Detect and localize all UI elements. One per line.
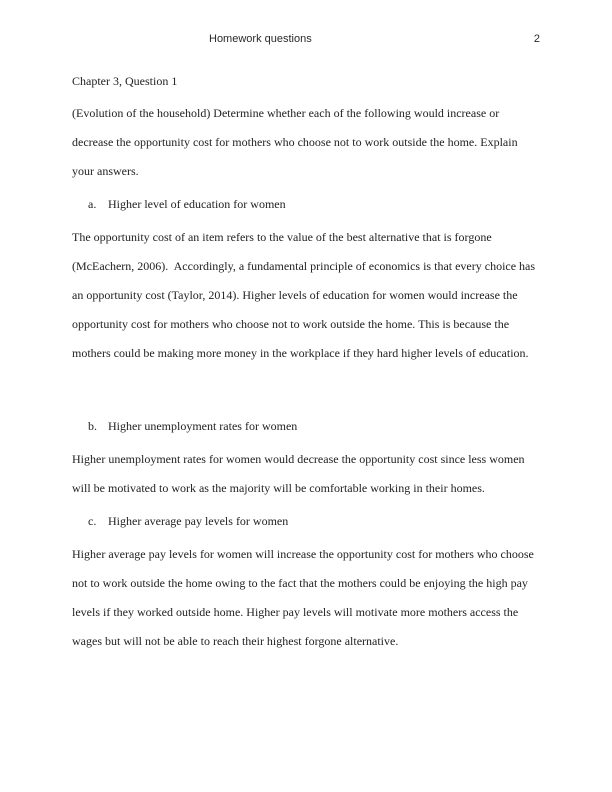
text-line: decrease the opportunity cost for mothers who choose not to work outside the home. Explain xyxy=(72,135,518,149)
answer-b xyxy=(72,445,540,503)
list-marker: b. xyxy=(88,419,97,433)
text-line: (Evolution of the household) Determine whether each of the following would increase or xyxy=(72,106,500,120)
content-blocks xyxy=(72,99,540,656)
list-marker: c. xyxy=(88,514,97,528)
list-item-a xyxy=(72,190,540,219)
list-item-text: Higher unemployment rates for women xyxy=(108,419,298,433)
text-line: wages but will not be able to reach their highest forgone alternative. xyxy=(72,634,399,648)
text-line: The opportunity cost of an item refers to the value of the best alternative that is forgone xyxy=(72,230,492,244)
page-header xyxy=(72,33,540,49)
text-line: levels if they worked outside home. Higher pay levels will motivate more mothers access the xyxy=(72,605,519,619)
text-line: opportunity cost for mothers who choose not to work outside the home. This is because the xyxy=(72,317,510,331)
text-line: mothers could be making more money in the workplace if they hard higher levels of education. xyxy=(72,346,529,360)
text-line: (McEachern, 2006). Accordingly, a fundamental principle of economics is that every choice has xyxy=(72,259,536,273)
page-number: 2 xyxy=(533,33,540,45)
paragraph-spacer xyxy=(72,368,540,408)
list-item-text: Higher level of education for women xyxy=(108,197,286,211)
answer-a xyxy=(72,223,540,368)
list-marker: a. xyxy=(88,197,97,211)
text-line: Higher average pay levels for women will increase the opportunity cost for mothers who choose xyxy=(72,547,534,561)
list-item-text: Higher average pay levels for women xyxy=(108,514,289,528)
list-item-b xyxy=(72,412,540,441)
document-body xyxy=(72,67,540,656)
text-line: your answers. xyxy=(72,164,139,178)
section-heading: Chapter 3, Question 1 xyxy=(72,74,178,88)
running-head: Homework questions xyxy=(209,33,312,45)
text-line: an opportunity cost (Taylor, 2014). Higher levels of education for women would increase the xyxy=(72,288,518,302)
answer-c xyxy=(72,540,540,656)
list-item-c xyxy=(72,507,540,536)
text-line: will be motivated to work as the majority will be comfortable working in their homes. xyxy=(72,481,485,495)
text-line: Higher unemployment rates for women would decrease the opportunity cost since less women xyxy=(72,452,525,466)
question-intro xyxy=(72,99,540,186)
text-line: not to work outside the home owing to the fact that the mothers could be enjoying the high pay xyxy=(72,576,528,590)
